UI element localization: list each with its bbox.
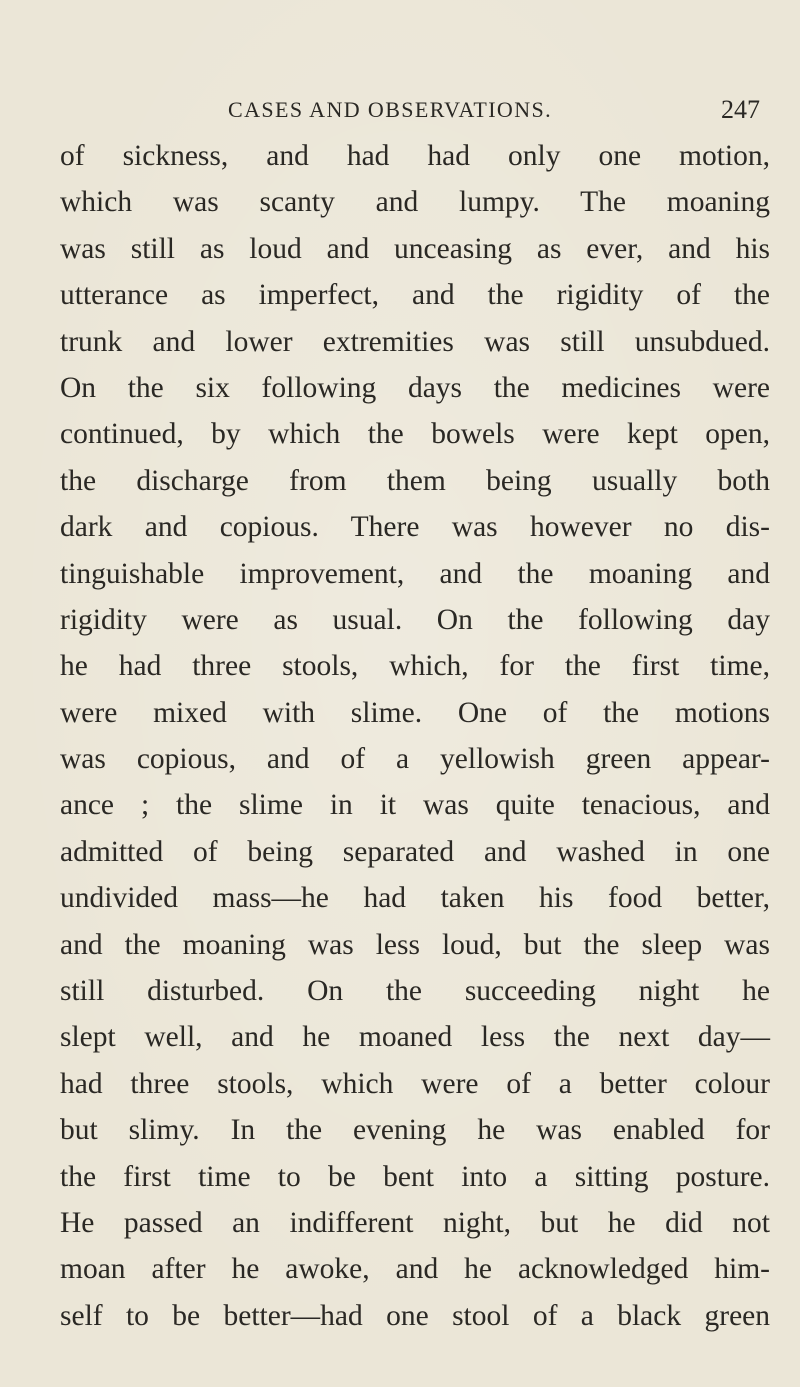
text-line: but slimy. In the evening he was enabled for [60,1114,770,1147]
running-head: CASES AND OBSERVATIONS. [228,97,553,122]
text-line: continued, by which the bowels were kept open, [60,418,770,451]
page-header [60,90,760,130]
text-line: still disturbed. On the succeeding night he [60,975,770,1008]
text-line: admitted of being separated and washed in one [60,835,770,868]
text-line: the first time to be bent into a sitting posture. [60,1160,770,1193]
text-line: which was scanty and lumpy. The moaning [60,186,770,219]
text-line: trunk and lower extremities was still unsubdued. [60,325,770,358]
text-line: He passed an indifferent night, but he did not [60,1206,770,1239]
text-line: he had three stools, which, for the first time, [60,650,770,683]
text-line: dark and copious. There was however no dis- [60,511,770,544]
text-line: undivided mass—he had taken his food better, [60,882,770,915]
text-line: self to be better—had one stool of a black green [60,1299,770,1332]
text-line: slept well, and he moaned less the next day— [60,1021,770,1054]
text-line: On the six following days the medicines were [60,371,770,404]
text-line: were mixed with slime. One of the motions [60,696,770,729]
text-line: the discharge from them being usually both [60,464,770,497]
text-line: was copious, and of a yellowish green appear- [60,743,770,776]
text-line: rigidity were as usual. On the following day [60,603,770,636]
text-line: of sickness, and had had only one motion, [60,140,770,172]
body-text [60,133,770,1339]
text-line: was still as loud and unceasing as ever, and his [60,232,770,265]
text-line: moan after he awoke, and he acknowledged him- [60,1253,770,1286]
text-line: tinguishable improvement, and the moaning and [60,557,770,590]
text-line: had three stools, which were of a better colour [60,1067,770,1100]
text-line: utterance as imperfect, and the rigidity of the [60,279,770,312]
text-line: ance ; the slime in it was quite tenacious, and [60,789,770,822]
page-number: 247 [721,95,760,124]
text-line: and the moaning was less loud, but the sleep was [60,928,770,961]
